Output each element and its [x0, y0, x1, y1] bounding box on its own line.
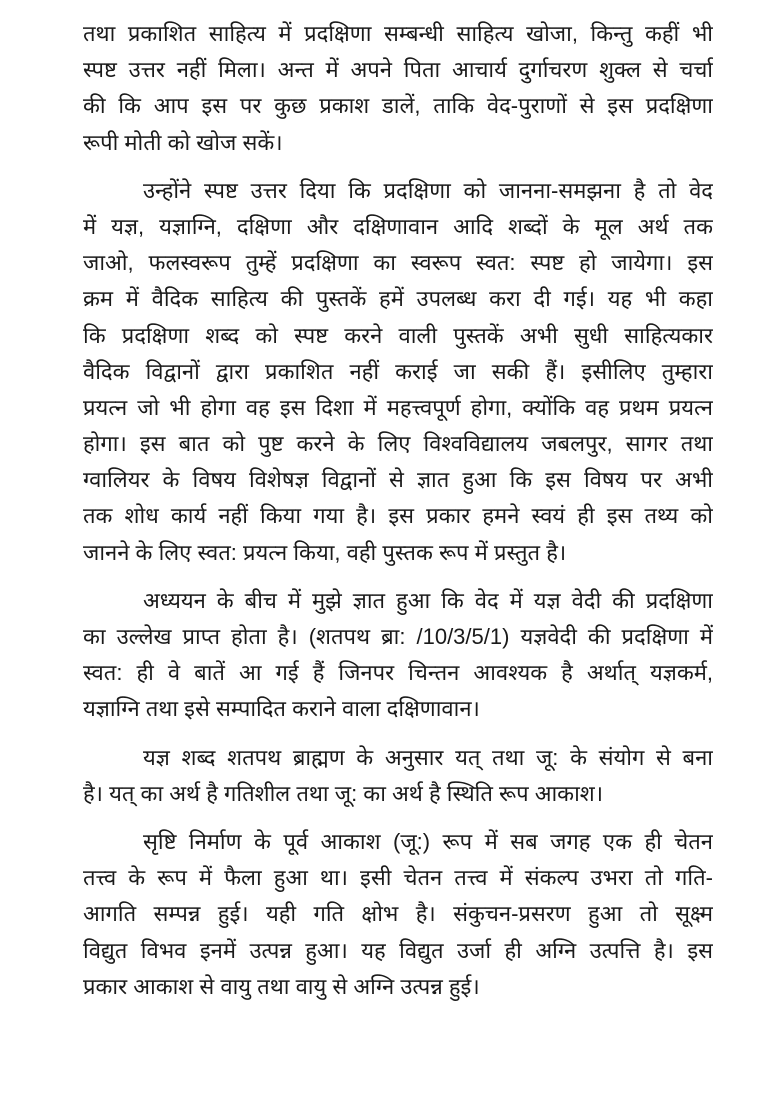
text-line: रूपी मोती को खोज सकें। [83, 129, 283, 155]
paragraph [83, 740, 713, 812]
text-line: ग्वालियर के विषय विशेषज्ञ विद्वानों से ज्ञात हुआ कि इस विषय पर अभी [83, 467, 713, 493]
text-line: स्पष्ट उत्तर नहीं मिला। अन्त में अपने पिता आचार्य दुर्गाचरण शुक्ल से चर्चा [83, 57, 713, 83]
text-line: कि प्रदक्षिणा शब्द को स्पष्ट करने वाली पुस्तकें अभी सुधी साहित्यकार [83, 322, 713, 348]
text-line: प्रकार आकाश से वायु तथा वायु से अग्नि उत्पन्न हुई। [83, 973, 480, 999]
document-page [83, 16, 713, 1017]
text-line: स्वत: ही वे बातें आ गई हैं जिनपर चिन्तन आवश्यक है अर्थात् यज्ञकर्म, [83, 660, 713, 686]
text-line: वैदिक विद्वानों द्वारा प्रकाशित नहीं कराई जा सकी हैं। इसीलिए तुम्हारा [83, 358, 713, 384]
text-line: जानने के लिए स्वत: प्रयत्न किया, वही पुस्तक रूप में प्रस्तुत है। [83, 539, 567, 565]
text-line: यज्ञ शब्द शतपथ ब्राह्मण के अनुसार यत् तथा जू: के संयोग से बना [143, 744, 713, 770]
text-line: तत्त्व के रूप में फैला हुआ था। इसी चेतन तत्त्व में संकल्प उभरा तो गति- [83, 865, 713, 891]
text-line: तक शोध कार्य नहीं किया गया है। इस प्रकार हमने स्वयं ही इस तथ्य को [83, 503, 713, 529]
text-line: उन्होंने स्पष्ट उत्तर दिया कि प्रदक्षिणा को जानना-समझना है तो वेद [143, 177, 713, 203]
text-line: तथा प्रकाशित साहित्य में प्रदक्षिणा सम्बन्धी साहित्य खोजा, किन्तु कहीं भी [83, 21, 713, 46]
text-line: आगति सम्पन्न हुई। यही गति क्षोभ है। संकुचन-प्रसरण हुआ तो सूक्ष्म [83, 901, 713, 927]
text-line: प्रयत्न जो भी होगा वह इस दिशा में महत्त्वपूर्ण होगा, क्योंकि वह प्रथम प्रयत्न [83, 394, 713, 420]
text-line: क्रम में वैदिक साहित्य की पुस्तकें हमें उपलब्ध करा दी गई। यह भी कहा [83, 286, 713, 312]
text-line: होगा। इस बात को पुष्ट करने के लिए विश्वविद्यालय जबलपुर, सागर तथा [83, 431, 713, 457]
text-line: विद्युत विभव इनमें उत्पन्न हुआ। यह विद्युत उर्जा ही अग्नि उत्पत्ति है। इस [83, 937, 713, 963]
text-line: की कि आप इस पर कुछ प्रकाश डालें, ताकि वेद-पुराणों से इस प्रदक्षिणा [83, 93, 713, 119]
text-line: यज्ञाग्नि तथा इसे सम्पादित कराने वाला दक्षिणावान। [83, 696, 480, 722]
text-line: में यज्ञ, यज्ञाग्नि, दक्षिणा और दक्षिणावान आदि शब्दों के मूल अर्थ तक [83, 213, 713, 239]
text-line: का उल्लेख प्राप्त होता है। (शतपथ ब्रा: /10/3/5/1) यज्ञवेदी की प्रदक्षिणा में [83, 624, 713, 649]
text-line: है। यत् का अर्थ है गतिशील तथा जू: का अर्थ है स्थिति रूप आकाश। [83, 780, 604, 806]
text-line: अध्ययन के बीच में मुझे ज्ञात हुआ कि वेद में यज्ञ वेदी की प्रदक्षिणा [143, 587, 713, 613]
paragraph [83, 583, 713, 728]
paragraph [83, 16, 713, 161]
text-line: जाओ, फलस्वरूप तुम्हें प्रदक्षिणा का स्वरूप स्वत: स्पष्ट हो जायेगा। इस [83, 250, 713, 276]
paragraph [83, 173, 713, 571]
text-line: सृष्टि निर्माण के पूर्व आकाश (जू:) रूप में सब जगह एक ही चेतन [143, 828, 713, 854]
paragraph [83, 824, 713, 1005]
